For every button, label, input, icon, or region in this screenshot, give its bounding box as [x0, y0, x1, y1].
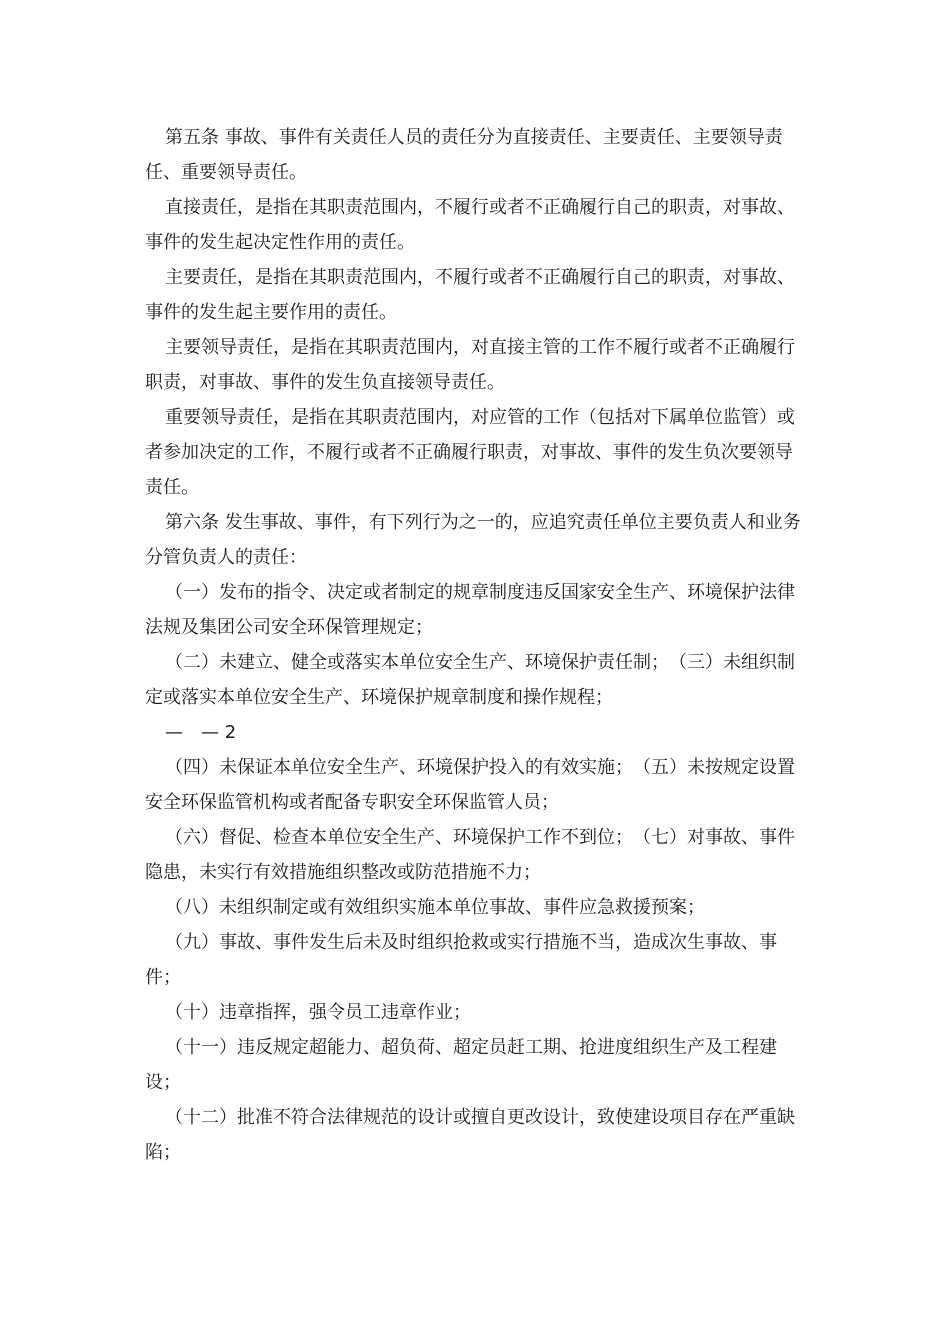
list-item-8: （八）未组织制定或有效组织实施本单位事故、事件应急救援预案； [165, 897, 705, 918]
main-responsibility-paragraph: 主要责任，是指在其职责范围内，不履行或者不正确履行自己的职责，对事故、事件的发生起主要作用的责任。 [145, 267, 795, 323]
list-item-10: （十）违章指挥，强令员工违章作业； [165, 1002, 471, 1023]
page-number: — — 2 [165, 722, 237, 743]
list-item-9: （九）事故、事件发生后未及时组织抢救或实行措施不当，造成次生事故、事件； [145, 932, 777, 988]
list-item-2-3: （二）未建立、健全或落实本单位安全生产、环境保护责任制； （三）未组织制定或落实本单位安全生产、环境保护规章制度和操作规程； [145, 652, 795, 708]
important-leadership-responsibility-paragraph: 重要领导责任，是指在其职责范围内，对应管的工作（包括对下属单位监管）或者参加决定的工作，不履行或者不正确履行职责，对事故、事件的发生负次要领导责任。 [145, 407, 795, 498]
article-5-paragraph: 第五条 事故、事件有关责任人员的责任分为直接责任、主要责任、主要领导责任、重要领导责任。 [145, 127, 783, 183]
list-item-11: （十一）违反规定超能力、超负荷、超定员赶工期、抢进度组织生产及工程建设； [145, 1037, 777, 1093]
list-item-12: （十二）批准不符合法律规范的设计或擅自更改设计，致使建设项目存在严重缺陷； [145, 1107, 795, 1163]
main-leadership-responsibility-paragraph: 主要领导责任，是指在其职责范围内，对直接主管的工作不履行或者不正确履行职责，对事故、事件的发生负直接领导责任。 [145, 337, 795, 393]
article-6-paragraph: 第六条 发生事故、事件，有下列行为之一的，应追究责任单位主要负责人和业务分管负责人的责任： [145, 512, 801, 568]
list-item-6-7: （六）督促、检查本单位安全生产、环境保护工作不到位； （七）对事故、事件隐患，未实行有效措施组织整改或防范措施不力； [145, 827, 795, 883]
list-item-1: （一）发布的指令、决定或者制定的规章制度违反国家安全生产、环境保护法律法规及集团公司安全环保管理规定； [145, 582, 795, 638]
document-body [145, 120, 810, 1170]
direct-responsibility-paragraph: 直接责任，是指在其职责范围内，不履行或者不正确履行自己的职责，对事故、事件的发生起决定性作用的责任。 [145, 197, 795, 253]
list-item-4-5: （四）未保证本单位安全生产、环境保护投入的有效实施； （五）未按规定设置安全环保监管机构或者配备专职安全环保监管人员； [145, 757, 795, 813]
